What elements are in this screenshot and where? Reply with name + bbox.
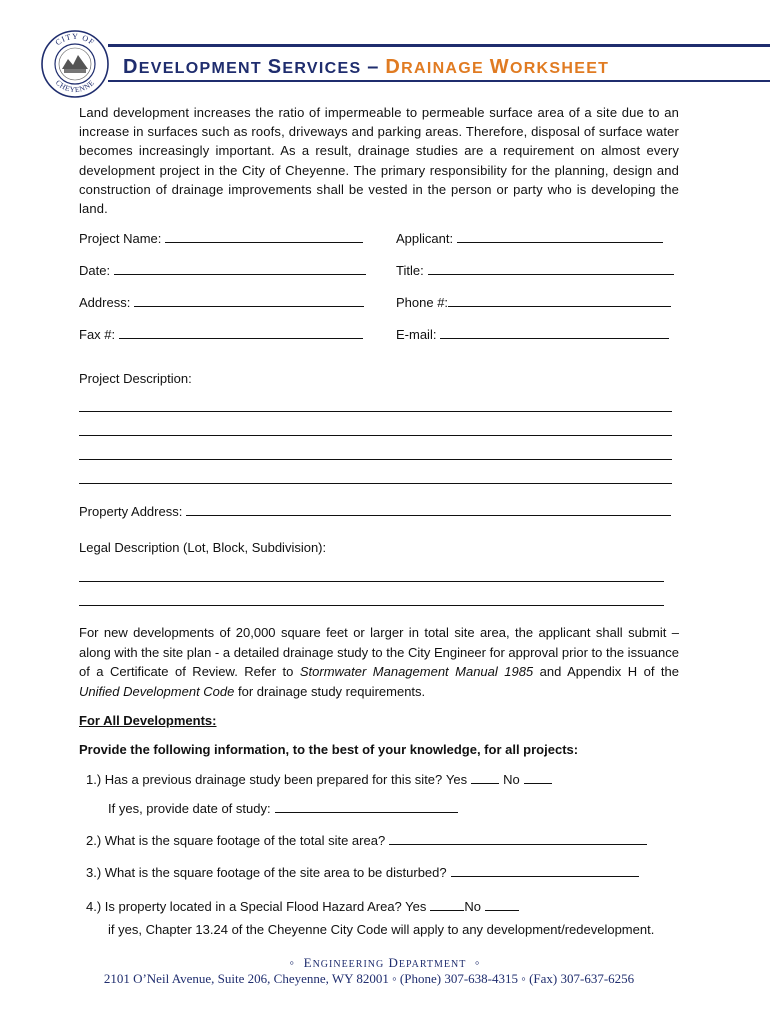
phone-field[interactable]	[396, 294, 671, 312]
question-1-followup	[108, 800, 462, 816]
page-title	[123, 56, 609, 79]
question-1-text: 1.) Has a previous drainage study been prepared for this site?	[86, 772, 443, 787]
intro-paragraph: Land development increases the ratio of impermeable to permeable surface area of a site due to an increase in surfaces such as roofs, driveways and parking areas. Therefore, disposal of surface water becomes increasingly important. As a result, drainage studies are a requirement on almost every development project in the City of Cheyenne. The primary responsibility for the planning, design and construction of drainage improvements shall be vested in the person or party who is developing the land.	[79, 105, 679, 217]
section-subheading: Provide the following information, to the best of your knowledge, for all projects:	[79, 742, 579, 757]
study-date-line[interactable]	[275, 800, 458, 813]
title-dash: –	[367, 56, 380, 78]
question-4	[86, 898, 523, 914]
question-2-line[interactable]	[389, 832, 647, 845]
date-field[interactable]	[79, 262, 366, 280]
project-name-label: Project Name:	[79, 231, 162, 246]
header-rule-bottom	[108, 80, 770, 82]
fax-line[interactable]	[119, 326, 363, 339]
title-label: Title:	[396, 263, 424, 278]
title-word-worksheet: ORKSHEET	[509, 60, 610, 77]
footer-word-engineering: NGINEERING	[312, 959, 385, 970]
property-address-line[interactable]	[186, 503, 671, 516]
seal-top-text: CITY OF	[53, 31, 97, 48]
question-3-line[interactable]	[451, 864, 639, 877]
udc-reference: Unified Development Code	[79, 683, 235, 699]
project-name-field[interactable]	[79, 230, 363, 248]
question-4-text: 4.) Is property located in a Special Flood Hazard Area? Yes	[86, 899, 427, 914]
question-1-yes-label: Yes	[445, 772, 468, 787]
title-initial-w: W	[489, 56, 510, 78]
footer-initial-d: D	[388, 955, 399, 970]
question-1	[86, 771, 556, 787]
requirements-text-2: and Appendix H of the	[533, 664, 679, 680]
question-4-no-line[interactable]	[485, 898, 519, 911]
question-4-note: if yes, Chapter 13.24 of the Cheyenne City Code will apply to any development/redevelopment.	[108, 922, 655, 937]
applicant-line[interactable]	[457, 230, 663, 243]
title-initial-s: S	[267, 56, 283, 78]
title-word-drainage: RAINAGE	[401, 60, 485, 77]
question-1-no-label: No	[503, 772, 520, 787]
title-word-services: ERVICES	[282, 60, 362, 77]
question-1-no-line[interactable]	[524, 771, 552, 784]
date-label: Date:	[79, 263, 111, 278]
project-description-line-2[interactable]	[79, 435, 672, 436]
project-description-line-3[interactable]	[79, 459, 672, 460]
footer-bullet-left: ◦	[289, 955, 296, 970]
email-field[interactable]	[396, 326, 669, 344]
applicant-field[interactable]	[396, 230, 663, 248]
date-line[interactable]	[114, 262, 366, 275]
requirements-text-3: for drainage study requirements.	[234, 683, 426, 699]
seal-bottom-text: CHEYENNE	[53, 77, 97, 95]
title-line[interactable]	[428, 262, 674, 275]
address-field[interactable]	[79, 294, 364, 312]
project-description-line-1[interactable]	[79, 411, 672, 412]
phone-label: Phone #:	[396, 295, 449, 310]
fax-field[interactable]	[79, 326, 363, 344]
footer-word-department: EPARTMENT	[398, 959, 467, 970]
question-1-followup-text: If yes, provide date of study:	[108, 801, 271, 816]
header-rule-top	[108, 44, 770, 47]
question-4-no-label: No	[464, 899, 481, 914]
address-label: Address:	[79, 295, 131, 310]
stormwater-manual-reference: Stormwater Management Manual 1985	[299, 664, 534, 680]
project-description-line-4[interactable]	[79, 483, 672, 484]
footer-department	[0, 955, 770, 971]
applicant-label: Applicant:	[396, 231, 454, 246]
title-field[interactable]	[396, 262, 674, 280]
project-name-line[interactable]	[165, 230, 363, 243]
svg-text:CHEYENNE	[54, 78, 96, 94]
property-address-field[interactable]	[79, 503, 671, 521]
question-2-text: 2.) What is the square footage of the total site area?	[86, 833, 386, 848]
email-label: E-mail:	[396, 327, 437, 342]
phone-line[interactable]	[448, 294, 671, 307]
project-description-label: Project Description:	[79, 371, 192, 386]
question-2	[86, 832, 651, 848]
question-3	[86, 864, 643, 880]
email-line[interactable]	[440, 326, 669, 339]
footer-initial-e: E	[303, 955, 313, 970]
question-3-text: 3.) What is the square footage of the site area to be disturbed?	[86, 865, 447, 880]
question-1-yes-line[interactable]	[471, 771, 499, 784]
section-heading: For All Developments:	[79, 713, 217, 728]
legal-description-line-2[interactable]	[79, 605, 664, 606]
footer-address: 2101 O’Neil Avenue, Suite 206, Cheyenne, WY 82001 ◦ (Phone) 307-638-4315 ◦ (Fax) 307-637-6256	[103, 971, 635, 986]
legal-description-label: Legal Description (Lot, Block, Subdivision):	[79, 540, 327, 555]
fax-label: Fax #:	[79, 327, 116, 342]
title-initial-d: D	[123, 56, 139, 78]
property-address-label: Property Address:	[79, 504, 183, 519]
requirements-paragraph	[79, 623, 679, 701]
title-initial-d2: D	[385, 56, 402, 78]
city-seal-logo	[40, 29, 110, 99]
address-line[interactable]	[134, 294, 364, 307]
footer-bullet-right: ◦	[474, 955, 481, 970]
question-4-yes-line[interactable]	[430, 898, 464, 911]
title-word-development: EVELOPMENT	[138, 60, 262, 77]
legal-description-line-1[interactable]	[79, 581, 664, 582]
requirements-text-1: For new developments of 20,000 square feet or larger in total site area, the applicant shall submit – along with the site plan - a detailed drainage study to the City Engineer for approval prior to the issuance of a Certificate of Review. Refer to	[79, 625, 679, 680]
